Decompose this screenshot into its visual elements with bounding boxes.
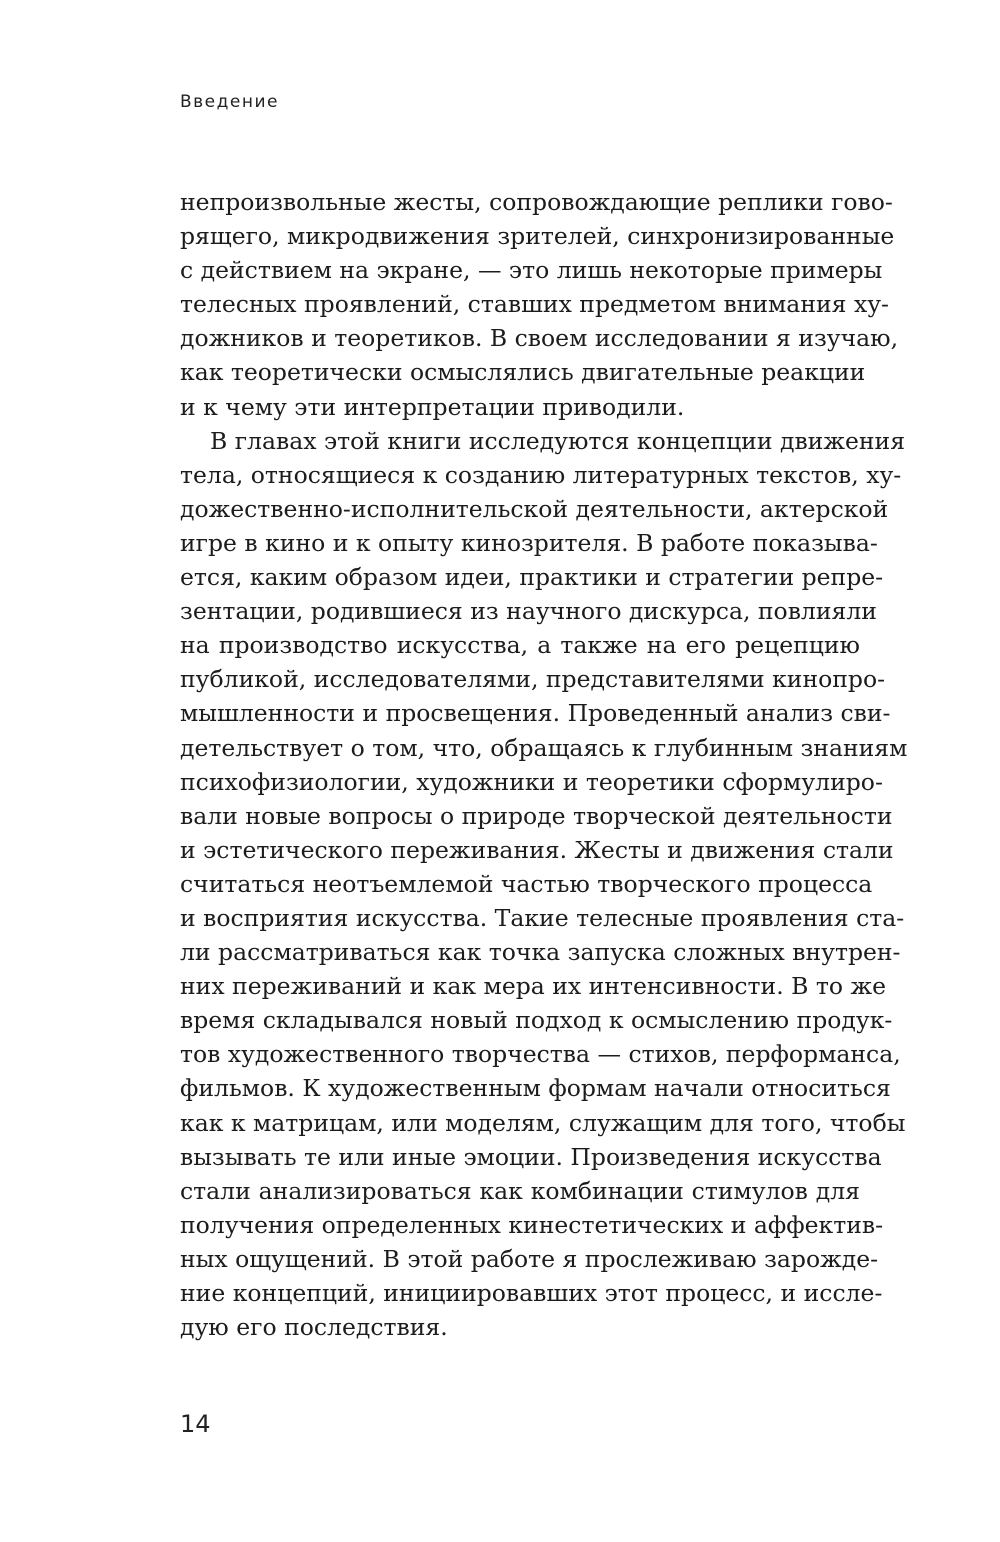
text-line: считаться неотъемлемой частью творческого процесса <box>180 869 873 898</box>
text-line: тов художественного творчества — стихов, перформанса, <box>180 1040 901 1069</box>
text-line: психофизиологии, художники и теоретики сформулиро- <box>180 767 883 796</box>
text-line: тела, относящиеся к созданию литературных текстов, ху- <box>180 460 902 489</box>
text-line: ных ощущений. В этой работе я прослеживаю зарожде- <box>180 1244 879 1273</box>
paragraph <box>180 424 908 1345</box>
text-line: получения определенных кинестетических и аффектив- <box>180 1210 884 1239</box>
text-line: телесных проявлений, ставших предметом внимания ху- <box>180 290 889 319</box>
text-line: время складывался новый подход к осмыслению продук- <box>180 1006 893 1035</box>
text-line: ли рассматриваться как точка запуска сложных внутрен- <box>180 938 901 967</box>
text-line: как теоретически осмыслялись двигательные реакции <box>180 358 866 387</box>
text-line: них переживаний и как мера их интенсивности. В то же <box>180 972 887 1001</box>
text-line: фильмов. К художественным формам начали относиться <box>180 1074 891 1103</box>
text-line: мышленности и просвещения. Проведенный анализ сви- <box>180 699 891 728</box>
body-text <box>180 185 908 1344</box>
text-line: как к матрицам, или моделям, служащим для того, чтобы <box>180 1108 906 1137</box>
page-number: 14 <box>180 1410 211 1438</box>
text-line: зентации, родившиеся из научного дискурса, повлияли <box>180 597 877 626</box>
running-head: Введение <box>180 92 279 112</box>
text-line: непроизвольные жесты, сопровождающие реплики гово- <box>180 188 893 216</box>
text-line: на производство искусства, а также на его рецепцию <box>180 631 860 660</box>
text-line: игре в кино и к опыту кинозрителя. В работе показыва- <box>180 528 878 557</box>
text-line: публикой, исследователями, представителями кинопро- <box>180 665 886 694</box>
text-line: стали анализироваться как комбинации стимулов для <box>180 1176 860 1205</box>
text-line: и эстетического переживания. Жесты и движения стали <box>180 835 894 864</box>
text-line: В главах этой книги исследуются концепции движения <box>210 426 906 455</box>
text-line: дожественно-исполнительской деятельности, актерской <box>180 494 889 523</box>
text-line: вали новые вопросы о природе творческой деятельности <box>180 801 893 830</box>
text-line: и к чему эти интерпретации приводили. <box>180 392 685 421</box>
text-line: ние концепций, инициировавших этот процесс, и иссле- <box>180 1279 883 1307</box>
text-line: с действием на экране, — это лишь некоторые примеры <box>180 256 883 285</box>
text-line: рящего, микродвижения зрителей, синхронизированные <box>180 222 895 251</box>
paragraph <box>180 185 899 424</box>
text-line: детельствует о том, что, обращаясь к глубинным знаниям <box>180 733 908 762</box>
text-line: и восприятия искусства. Такие телесные проявления ста- <box>180 903 905 932</box>
text-line: ется, каким образом идеи, практики и стратегии репре- <box>180 563 884 592</box>
text-line: вызывать те или иные эмоции. Произведения искусства <box>180 1142 882 1171</box>
text-line: дожников и теоретиков. В своем исследовании я изучаю, <box>180 324 899 353</box>
text-line: дую его последствия. <box>180 1313 448 1342</box>
